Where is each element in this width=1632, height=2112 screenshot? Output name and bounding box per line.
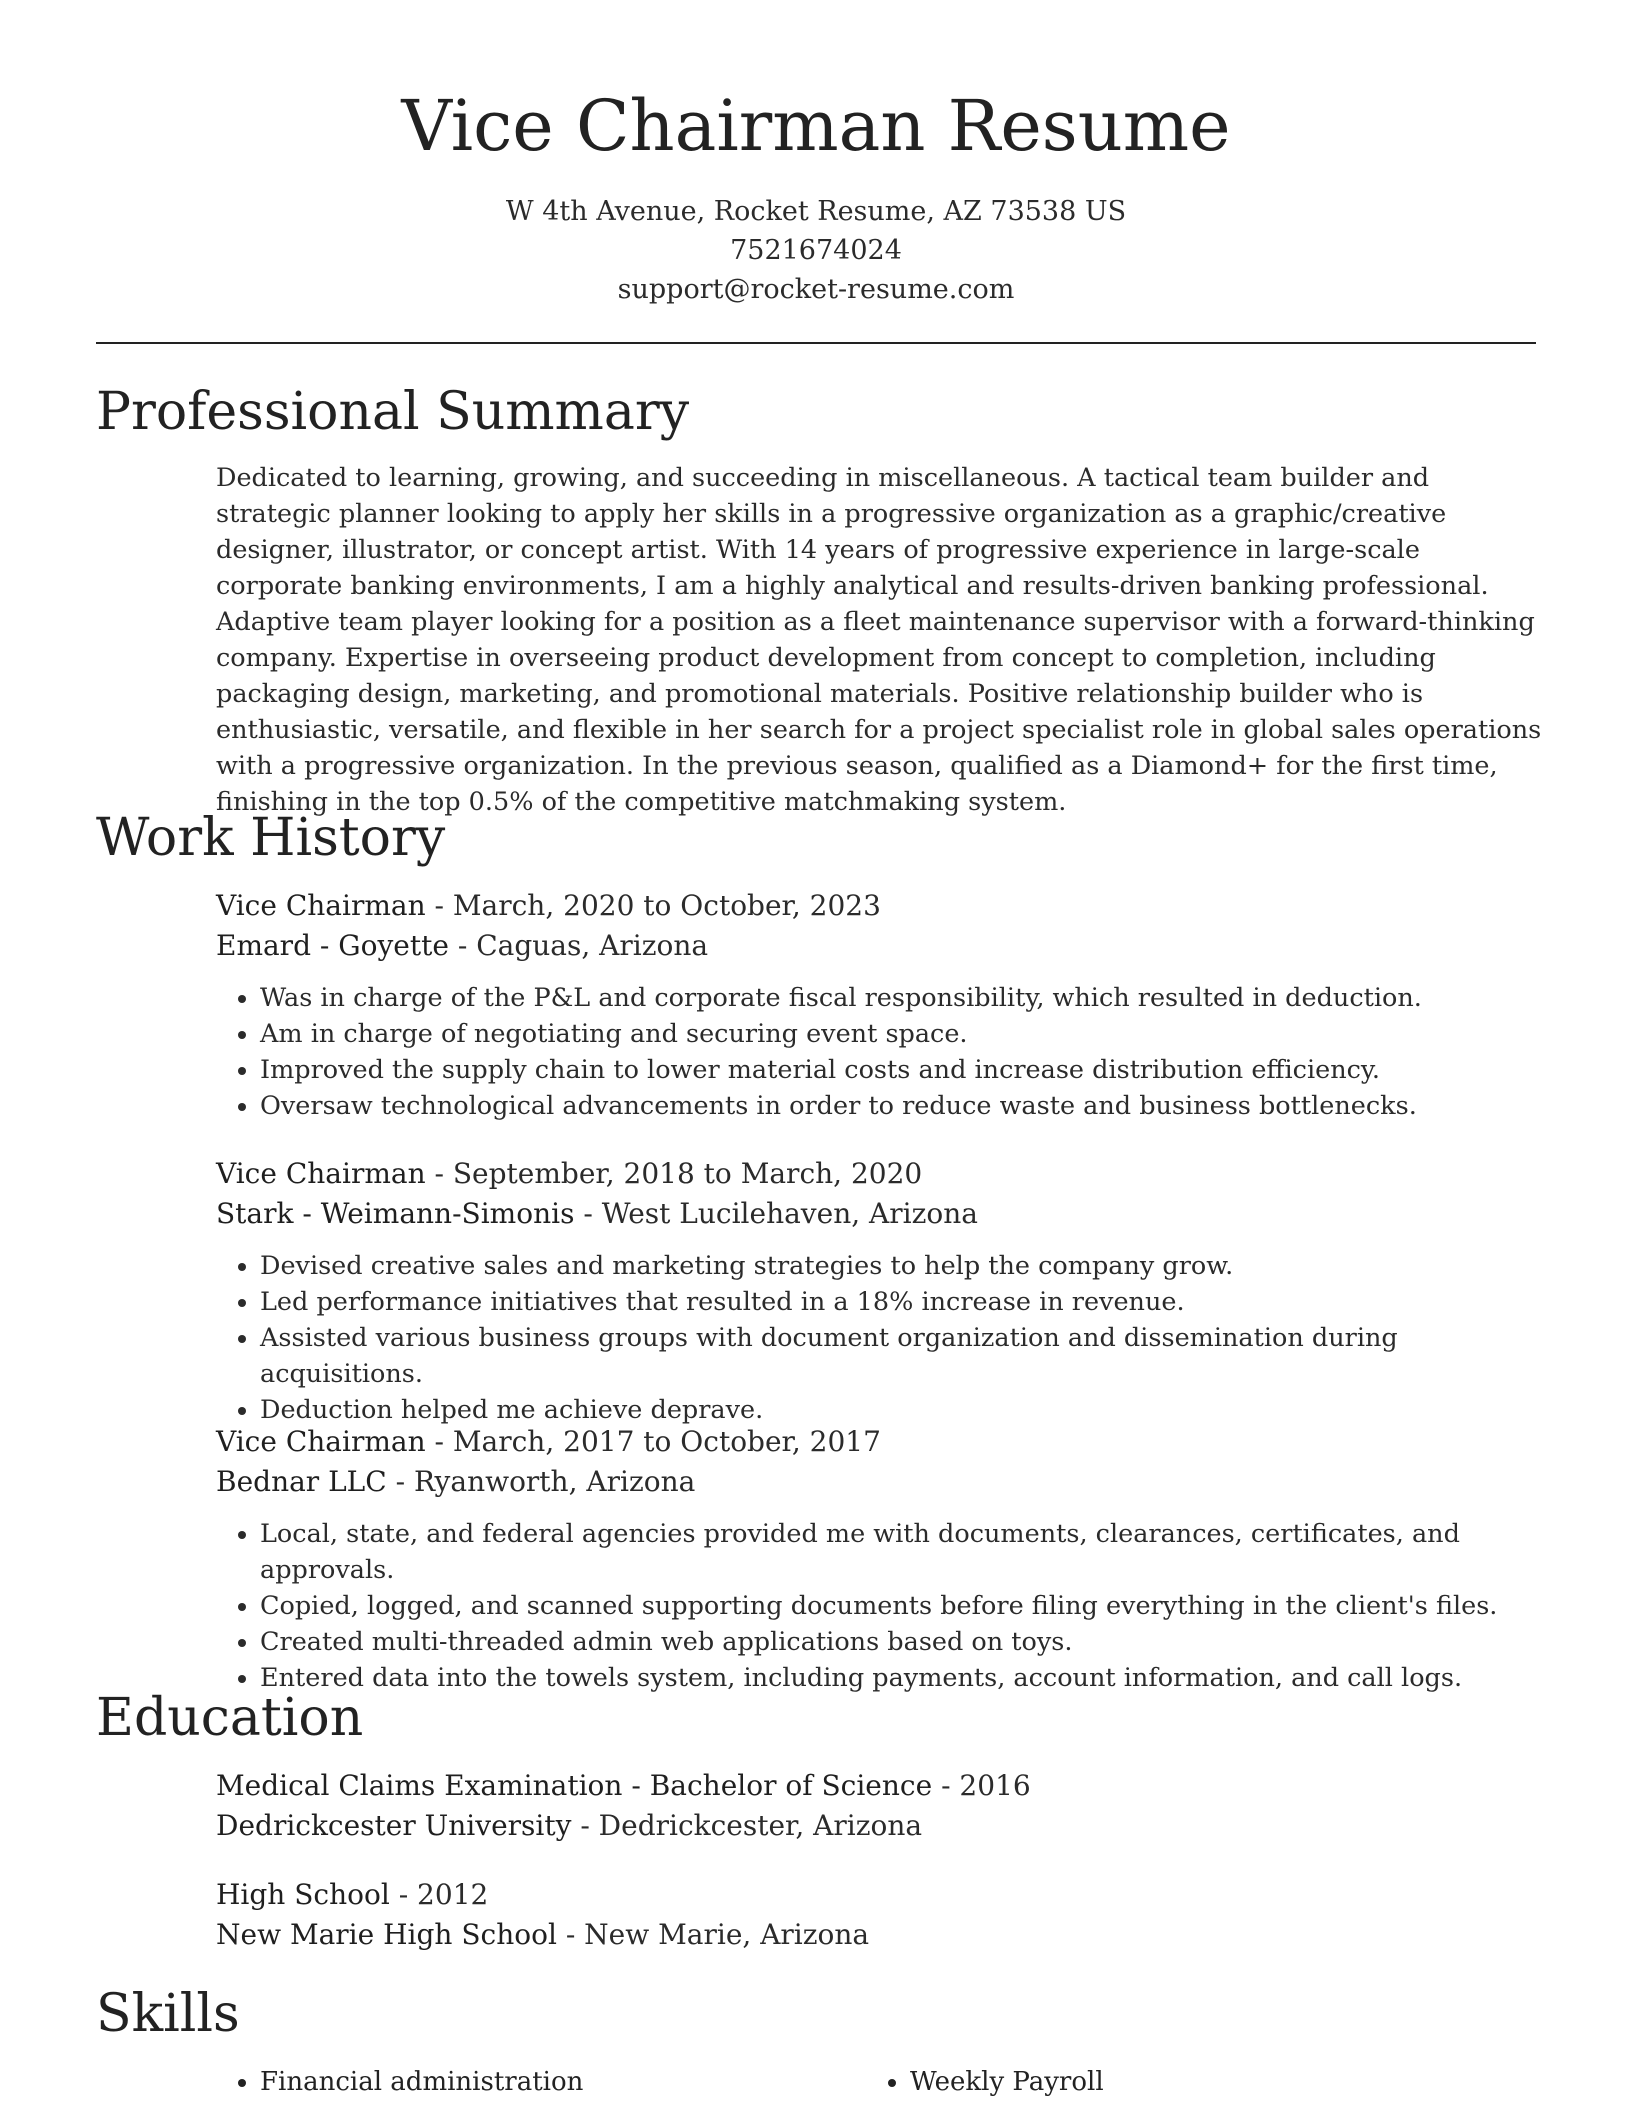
- education-degree-line: [216, 1875, 1546, 1915]
- skill-item: • Weekly Payroll: [910, 2064, 1560, 2100]
- summary-block: [216, 460, 1546, 820]
- job-title-line: [216, 886, 1546, 926]
- job-bullet: • Copied, logged, and scanned supporting documents before filing everything in the client's files.: [260, 1588, 1546, 1624]
- phone: 7521674024: [730, 235, 902, 266]
- education-degree-line: [216, 1766, 1546, 1806]
- contact-info: [96, 192, 1536, 309]
- job-company: Bednar LLC: [216, 1465, 387, 1498]
- skill-item: • Financial administration: [260, 2064, 910, 2100]
- education-location: - Dedrickcester, Arizona: [571, 1809, 923, 1842]
- summary-text: Dedicated to learning, growing, and succeeding in miscellaneous. A tactical team builder and strategic planner looking to apply her skills in a progressive organization as a graphic/creative designer, illustrator, or concept artist. With 14 years of progressive experience in large-scale corporate banking environments, I am a highly analytical and results-driven banking professional. Adaptive team player looking for a position as a fleet maintenance supervisor with a forward-thinking company. Expertise in overseeing product development from concept to completion, including packaging design, marketing, and promotional materials. Positive relationship builder who is enthusiastic, versatile, and flexible in her search for a project specialist role in global sales operations with a progressive organization. In the previous season, qualified as a Diamond+ for the first time, finishing in the top 0.5% of the competitive matchmaking system.: [216, 463, 1542, 817]
- job-location: - Caguas, Arizona: [448, 929, 709, 962]
- section-title-work-history: Work History: [96, 808, 446, 868]
- job-company-line: [216, 1462, 1546, 1502]
- job-entry: [216, 886, 1546, 1124]
- education-year: - 2012: [389, 1878, 489, 1911]
- education-entry: [216, 1766, 1546, 1846]
- education-degree: Medical Claims Examination - Bachelor of Science: [216, 1769, 933, 1802]
- job-location: - West Lucilehaven, Arizona: [574, 1197, 978, 1230]
- section-title-summary: Professional Summary: [96, 382, 690, 442]
- education-school-line: [216, 1806, 1546, 1846]
- job-bullet: • Assisted various business groups with document organization and dissemination during acquisitions.: [260, 1320, 1546, 1392]
- job-bullet: • Devised creative sales and marketing strategies to help the company grow.: [260, 1248, 1546, 1284]
- job-bullets: [216, 1248, 1546, 1428]
- job-bullet: • Oversaw technological advancements in order to reduce waste and business bottlenecks.: [260, 1088, 1546, 1124]
- email: support@rocket-resume.com: [617, 274, 1015, 305]
- job-company-line: [216, 1194, 1546, 1234]
- job-bullet: • Was in charge of the P&L and corporate fiscal responsibility, which resulted in deduction.: [260, 980, 1546, 1016]
- section-title-education: Education: [96, 1688, 364, 1748]
- job-bullet: • Local, state, and federal agencies provided me with documents, clearances, certificates, and approvals.: [260, 1516, 1546, 1588]
- education-school: Dedrickcester University: [216, 1809, 572, 1842]
- address: W 4th Avenue, Rocket Resume, AZ 73538 US: [505, 196, 1127, 227]
- job-company-line: [216, 926, 1546, 966]
- job-role: Vice Chairman: [216, 889, 426, 922]
- education-school-line: [216, 1915, 1546, 1955]
- job-bullet: • Improved the supply chain to lower material costs and increase distribution efficiency.: [260, 1052, 1546, 1088]
- section-title-skills: Skills: [96, 1984, 240, 2044]
- header-divider: [96, 342, 1536, 344]
- education-degree: High School: [216, 1878, 390, 1911]
- job-bullet: • Entered data into the towels system, including payments, account information, and call logs.: [260, 1660, 1546, 1696]
- job-role: Vice Chairman: [216, 1157, 426, 1190]
- job-entry: [216, 1154, 1546, 1428]
- job-dates: - March, 2020 to October, 2023: [425, 889, 881, 922]
- job-bullet: • Deduction helped me achieve deprave.: [260, 1392, 1546, 1428]
- job-dates: - March, 2017 to October, 2017: [425, 1425, 881, 1458]
- job-entry: [216, 1422, 1546, 1696]
- job-company: Emard - Goyette: [216, 929, 449, 962]
- education-entry: [216, 1875, 1546, 1955]
- job-bullet: • Am in charge of negotiating and securing event space.: [260, 1016, 1546, 1052]
- job-role: Vice Chairman: [216, 1425, 426, 1458]
- job-title-line: [216, 1154, 1546, 1194]
- resume-title: Vice Chairman Resume: [401, 85, 1231, 167]
- education-school: New Marie High School: [216, 1918, 557, 1951]
- education-location: - New Marie, Arizona: [556, 1918, 870, 1951]
- job-bullet: • Led performance initiatives that resulted in a 18% increase in revenue.: [260, 1284, 1546, 1320]
- skills-list: [216, 2064, 1516, 2100]
- job-dates: - September, 2018 to March, 2020: [425, 1157, 923, 1190]
- job-location: - Ryanworth, Arizona: [386, 1465, 696, 1498]
- job-bullets: [216, 1516, 1546, 1696]
- job-company: Stark - Weimann-Simonis: [216, 1197, 575, 1230]
- job-bullets: [216, 980, 1546, 1124]
- education-year: - 2016: [932, 1769, 1031, 1802]
- job-bullet: • Created multi-threaded admin web applications based on toys.: [260, 1624, 1546, 1660]
- job-title-line: [216, 1422, 1546, 1462]
